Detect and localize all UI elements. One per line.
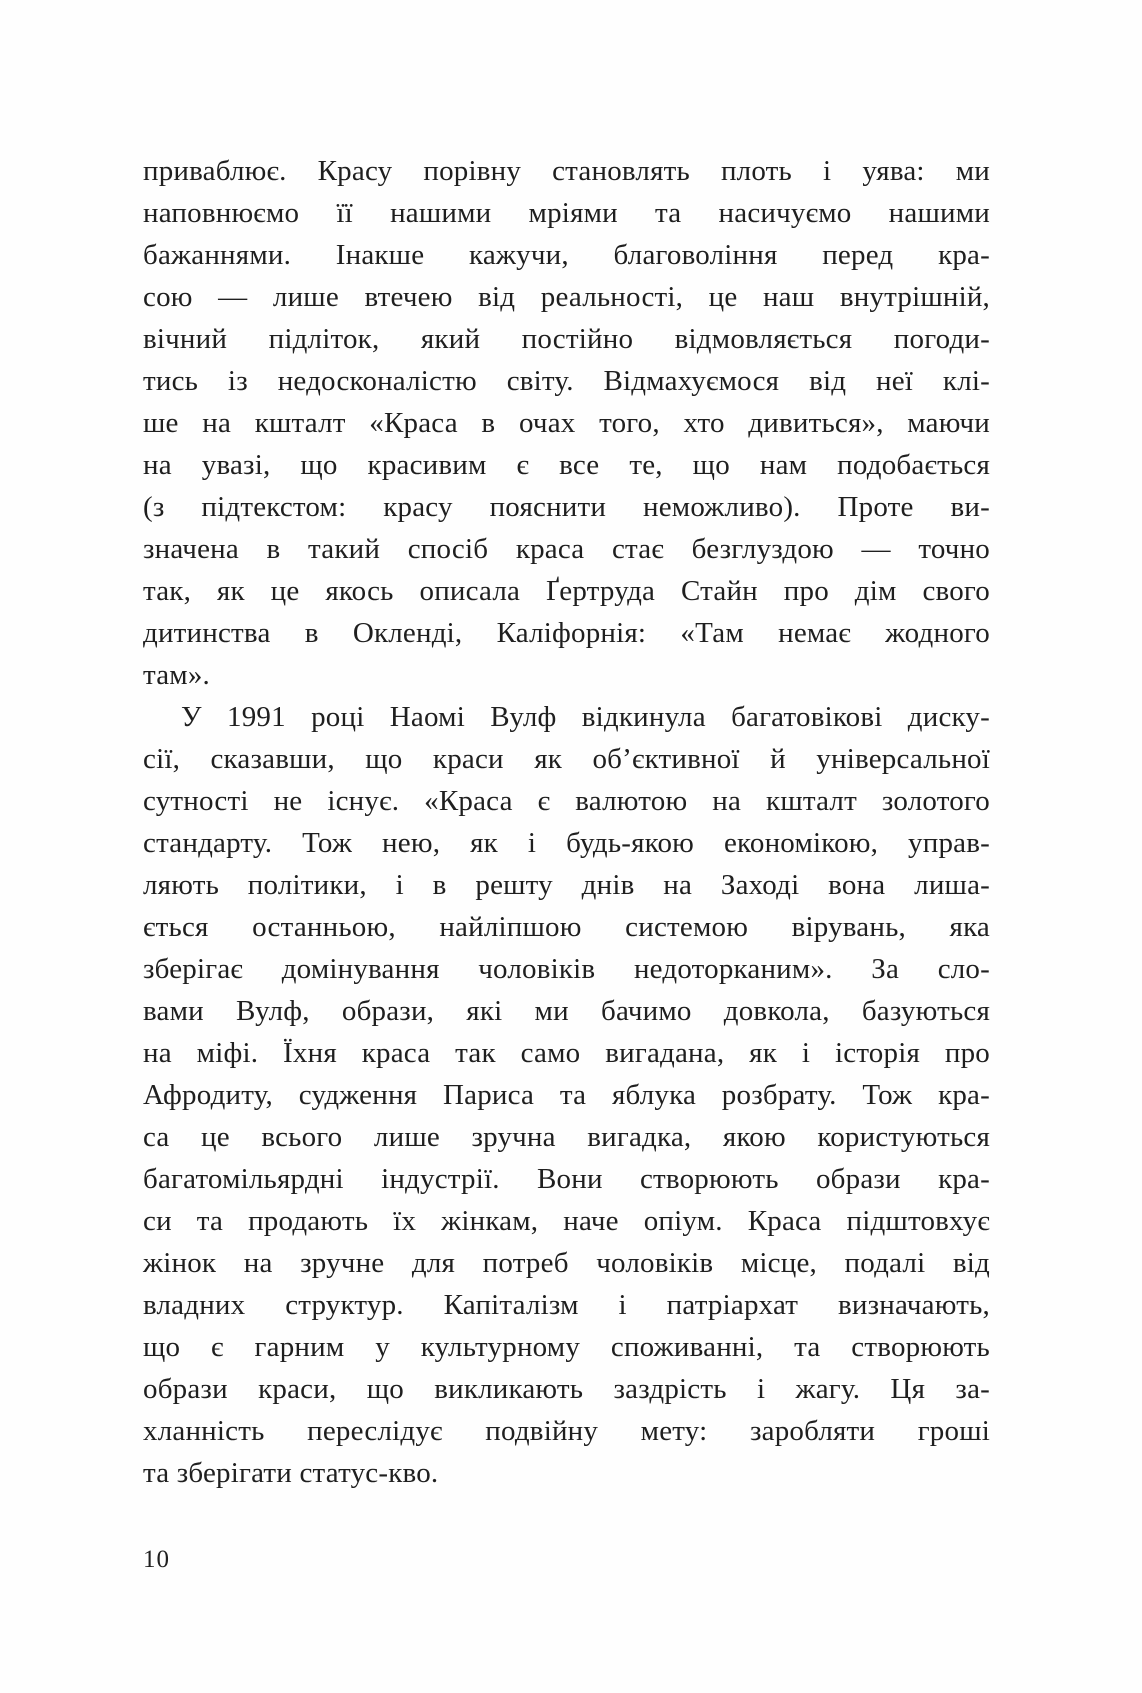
text-line: на міфі. Їхня краса так само вигадана, як і історія про — [143, 1037, 990, 1069]
text-line: У 1991 році Наомі Вулф відкинула багатовікові диску- — [181, 701, 990, 733]
text-line: си та продають їх жінкам, наче опіум. Краса підштовхує — [143, 1205, 990, 1237]
paragraph — [143, 150, 990, 696]
text-line: образи краси, що викликають заздрість і жагу. Ця за- — [143, 1373, 990, 1405]
text-line: ше на кшталт «Краса в очах того, хто дивиться», маючи — [143, 407, 990, 439]
text-line: бажаннями. Інакше кажучи, благовоління перед кра- — [143, 239, 990, 271]
text-line: там». — [143, 659, 211, 691]
text-line: вічний підліток, який постійно відмовляється погоди- — [143, 323, 990, 355]
body-text — [143, 150, 990, 1494]
text-line: жінок на зручне для потреб чоловіків місце, подалі від — [143, 1247, 990, 1279]
text-line: (з підтекстом: красу пояснити неможливо). Проте ви- — [143, 491, 990, 523]
text-line: стандарту. Тож нею, як і будь-якою економікою, управ- — [143, 827, 990, 859]
text-line: що є гарним у культурному споживанні, та створюють — [143, 1331, 990, 1363]
text-line: наповнюємо її нашими мріями та насичуємо нашими — [143, 197, 990, 229]
text-line: тись із недосконалістю світу. Відмахуємося від неї клі- — [143, 365, 990, 397]
text-line: сою — лише втечею від реальності, це наш внутрішній, — [143, 281, 990, 313]
page-number: 10 — [143, 1546, 170, 1573]
text-line: сутності не існує. «Краса є валютою на кшталт золотого — [143, 785, 990, 817]
text-line: значена в такий спосіб краса стає безглуздою — точно — [143, 533, 990, 565]
text-line: ється останньою, найліпшою системою вірувань, яка — [143, 911, 990, 943]
text-line: ляють політики, і в решту днів на Заході вона лиша- — [143, 869, 990, 901]
text-line: владних структур. Капіталізм і патріархат визначають, — [143, 1289, 990, 1321]
text-line: та зберігати статус-кво. — [143, 1457, 439, 1489]
text-line: приваблює. Красу порівну становлять плоть і уява: ми — [143, 155, 990, 187]
text-line: са це всього лише зручна вигадка, якою користуються — [143, 1121, 990, 1153]
text-line: хланність переслідує подвійну мету: заробляти гроші — [143, 1415, 990, 1447]
text-line: сії, сказавши, що краси як об’єктивної й універсальної — [143, 743, 990, 775]
text-line: дитинства в Окленді, Каліфорнія: «Там немає жодного — [143, 617, 990, 649]
text-line: багатомільярдні індустрії. Вони створюють образи кра- — [143, 1163, 990, 1195]
text-line: зберігає домінування чоловіків недоторканим». За сло- — [143, 953, 990, 985]
text-line: вами Вулф, образи, які ми бачимо довкола, базуються — [143, 995, 990, 1027]
paragraph — [143, 696, 990, 1494]
text-line: так, як це якось описала Ґертруда Стайн про дім свого — [143, 575, 990, 607]
text-line: Афродиту, судження Париса та яблука розбрату. Тож кра- — [143, 1079, 990, 1111]
text-line: на увазі, що красивим є все те, що нам подобається — [143, 449, 990, 481]
